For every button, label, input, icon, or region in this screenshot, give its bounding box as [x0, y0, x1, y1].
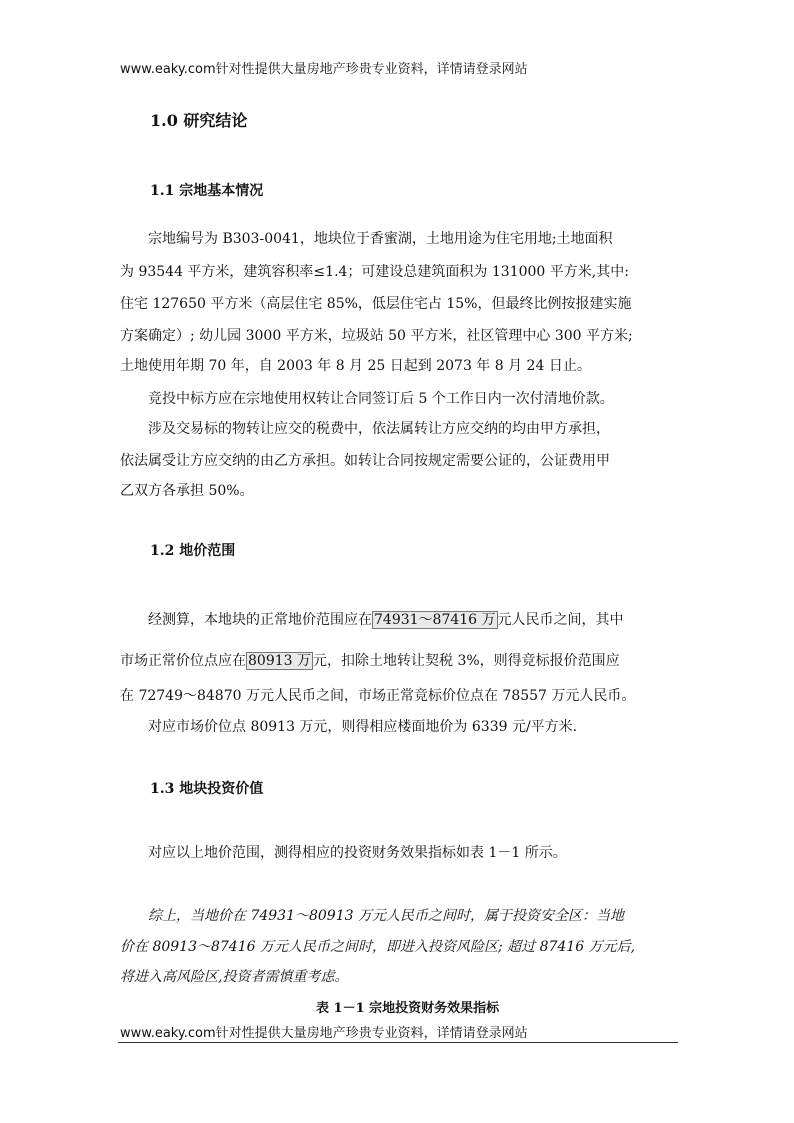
para-line: 涉及交易标的物转让应交的税费中，依法属转让方应交纳的均由甲方承担，	[148, 421, 610, 437]
para-line: 为 93544 平方米，建筑容积率≤1.4；可建设总建筑面积为 131000 平方米,其中:	[120, 264, 629, 280]
para-line: 住宅 127650 平方米（高层住宅 85%，低层住宅占 15%，但最终比例按报建实施	[120, 296, 632, 312]
subsection-1-2-title: 1.2 地价范围	[150, 543, 236, 559]
footer-rule	[118, 1042, 678, 1043]
market-price-field[interactable]: 80913 万	[248, 653, 311, 669]
para-line: 乙双方各承担 50%。	[120, 483, 254, 499]
summary-line: 将进入高风险区,投资者需慎重考虑。	[120, 969, 349, 985]
subsection-1-3-title: 1.3 地块投资价值	[150, 781, 264, 797]
table-caption: 表 1－1 宗地投资财务效果指标	[316, 1001, 500, 1016]
price-range-text: 元人民币之间，其中	[497, 612, 624, 628]
page-header: www.eaky.com针对性提供大量房地产珍贵专业资料，详情请登录网站	[120, 62, 528, 77]
para-line: 宗地编号为 B303-0041，地块位于香蜜湖，土地用途为住宅用地;土地面积	[148, 231, 613, 247]
price-range-field[interactable]: 74931～87416 万	[374, 612, 496, 628]
summary-line: 综上，当地价在 74931～80913 万元人民币之间时，属于投资安全区：当地	[148, 908, 624, 924]
para-line: 在 72749～84870 万元人民币之间，市场正常竞标价位点在 78557 万元人民币。	[120, 688, 636, 704]
para-line: 对应以上地价范围，测得相应的投资财务效果指标如表 1－1 所示。	[148, 845, 567, 861]
market-price-text: 元，扣除土地转让契税 3%，则得竞标报价范围应	[313, 653, 620, 669]
market-price-text: 市场正常价位点应在	[120, 653, 246, 669]
page-footer: www.eaky.com针对性提供大量房地产珍贵专业资料，详情请登录网站	[120, 1026, 528, 1041]
section-title: 1.0 研究结论	[150, 111, 248, 130]
para-line: 土地使用年期 70 年，自 2003 年 8 月 25 日起到 2073 年 8 月 24 日止。	[120, 358, 591, 374]
para-line: 依法属受让方应交纳的由乙方承担。如转让合同按规定需要公证的，公证费用甲	[120, 453, 610, 469]
market-price-line	[120, 650, 620, 670]
price-range-text: 经测算，本地块的正常地价范围应在	[148, 612, 372, 628]
para-line: 对应市场价位点 80913 万元，则得相应楼面地价为 6339 元/平方米.	[148, 719, 578, 735]
para-line: 竞投中标方应在宗地使用权转让合同签订后 5 个工作日内一次付清地价款。	[148, 391, 614, 407]
summary-line: 价在 80913～87416 万元人民币之间时，即进入投资风险区; 超过 87416 万元后,	[120, 939, 636, 955]
para-line: 方案确定）; 幼儿园 3000 平方米，垃圾站 50 平方米，社区管理中心 300 平方米;	[120, 328, 633, 344]
subsection-1-1-title: 1.1 宗地基本情况	[150, 183, 264, 199]
price-range-line	[148, 609, 624, 629]
